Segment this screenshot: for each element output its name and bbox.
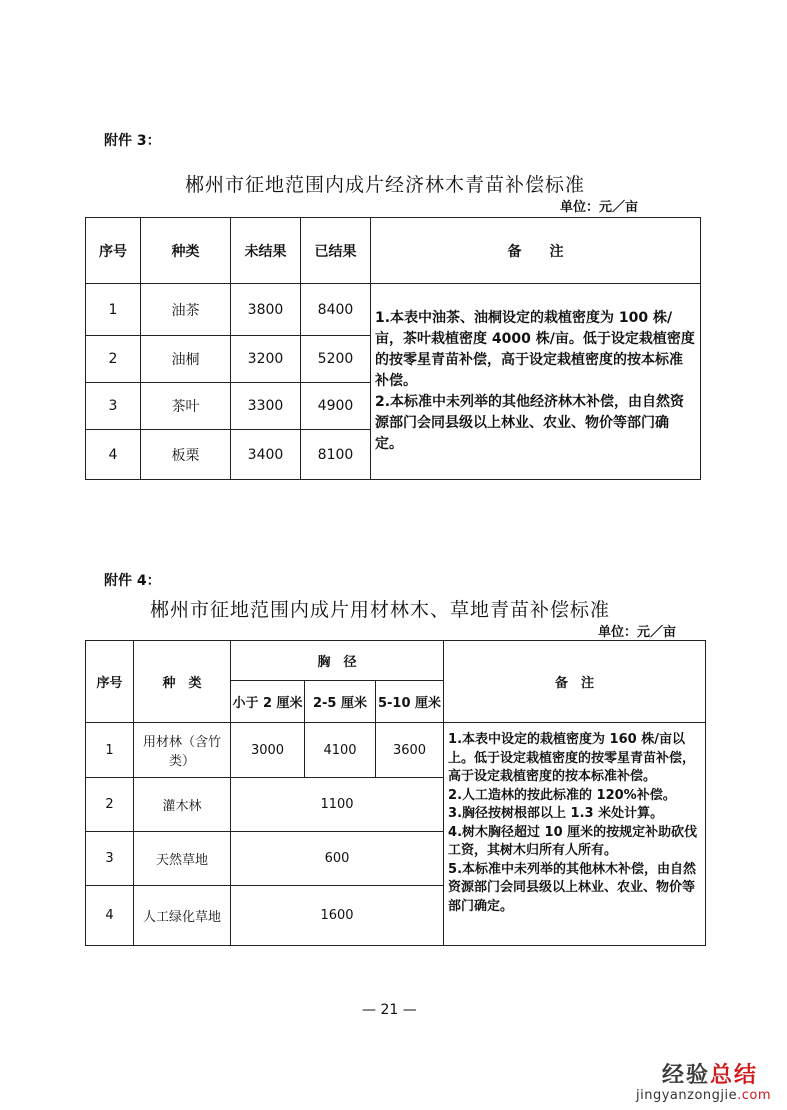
row-type: 用材林（含竹类） — [134, 723, 231, 778]
row-value: 1600 — [231, 886, 444, 946]
header-diameter-lt2: 小于 2 厘米 — [231, 681, 305, 723]
row-unfruited: 3300 — [231, 383, 301, 430]
header-remarks: 备 注 — [371, 218, 701, 284]
row-no: 4 — [86, 430, 141, 480]
annex3-title: 郴州市征地范围内成片经济林木青苗补偿标准 — [185, 174, 586, 196]
row-unfruited: 3800 — [231, 284, 301, 336]
row-fruited: 4900 — [301, 383, 371, 430]
row-type: 人工绿化草地 — [134, 886, 231, 946]
row-no: 3 — [86, 383, 141, 430]
row-value: 600 — [231, 832, 444, 886]
header-diameter-5-10: 5-10 厘米 — [376, 681, 444, 723]
row-value-5-10: 3600 — [376, 723, 444, 778]
annex4-title: 郴州市征地范围内成片用材林木、草地青苗补偿标准 — [150, 599, 611, 621]
row-no: 3 — [86, 832, 134, 886]
table-row — [86, 284, 701, 336]
annex4-note-5: 5.本标准中未列举的其他林木补偿，由自然资源部门会同县级以上林业、农业、物价等部门确定。 — [448, 861, 697, 914]
annex3-label: 附件 3： — [104, 133, 161, 149]
row-no: 1 — [86, 723, 134, 778]
row-fruited: 5200 — [301, 336, 371, 383]
row-value-lt2: 3000 — [231, 723, 305, 778]
row-unfruited: 3400 — [231, 430, 301, 480]
annex3-table — [85, 217, 701, 480]
annex4-note-2: 2.人工造林的按此标准的 120%补偿。 — [448, 787, 676, 803]
row-value-2-5: 4100 — [305, 723, 376, 778]
row-type: 茶叶 — [141, 383, 231, 430]
row-type: 板栗 — [141, 430, 231, 480]
row-type: 油茶 — [141, 284, 231, 336]
header-fruited: 已结果 — [301, 218, 371, 284]
header-remarks: 备 注 — [444, 641, 706, 723]
watermark-cn-1: 经验 — [662, 1063, 711, 1088]
annex3-remarks — [371, 284, 701, 480]
annex3-header-row — [86, 218, 701, 284]
annex4-remarks — [444, 723, 706, 946]
watermark-logo — [662, 1058, 758, 1089]
row-no: 1 — [86, 284, 141, 336]
header-no: 序号 — [86, 218, 141, 284]
annex4-note-3: 3.胸径按树根部以上 1.3 米处计算。 — [448, 806, 664, 821]
annex3-note-2: 2.本标准中未列举的其他经济林木补偿，由自然资源部门会同县级以上林业、农业、物价等部门确定。 — [375, 394, 685, 452]
header-no: 序号 — [86, 641, 134, 723]
annex4-note-1: 1.本表中设定的栽植密度为 160 株/亩以上。低于设定栽植密度的按零星青苗补偿，高于设定栽植密度的按本标准补偿。 — [448, 732, 696, 784]
header-type: 种类 — [141, 218, 231, 284]
annex4-header-row — [86, 641, 706, 681]
row-type: 天然草地 — [134, 832, 231, 886]
page-number: — 21 — — [362, 1002, 417, 1018]
watermark-url-1: jingyanzongjie — [636, 1088, 738, 1103]
table-row — [86, 723, 706, 778]
row-no: 2 — [86, 778, 134, 832]
row-type: 油桐 — [141, 336, 231, 383]
header-unfruited: 未结果 — [231, 218, 301, 284]
row-type: 灌木林 — [134, 778, 231, 832]
header-diameter: 胸 径 — [231, 641, 444, 681]
header-type: 种 类 — [134, 641, 231, 723]
row-unfruited: 3200 — [231, 336, 301, 383]
annex3-note-1: 1.本表中油茶、油桐设定的栽植密度为 100 株/亩，茶叶栽植密度 4000 株/亩。低于设定栽植密度的按零星青苗补偿，高于设定栽植密度的按本标准补偿。 — [375, 310, 695, 389]
row-no: 2 — [86, 336, 141, 383]
row-no: 4 — [86, 886, 134, 946]
row-value: 1100 — [231, 778, 444, 832]
row-fruited: 8400 — [301, 284, 371, 336]
annex4-note-4: 4.树木胸径超过 10 厘米的按规定补助砍伐工资，其树木归所有人所有。 — [448, 824, 698, 858]
header-diameter-2-5: 2-5 厘米 — [305, 681, 376, 723]
annex4-label: 附件 4： — [104, 573, 161, 589]
annex4-unit: 单位：元／亩 — [598, 625, 677, 640]
row-fruited: 8100 — [301, 430, 371, 480]
watermark-url-2: .com — [737, 1088, 772, 1103]
watermark-url — [636, 1088, 771, 1103]
annex3-unit: 单位：元／亩 — [560, 200, 639, 215]
annex4-table — [85, 640, 706, 946]
watermark-cn-2: 总结 — [710, 1063, 759, 1088]
